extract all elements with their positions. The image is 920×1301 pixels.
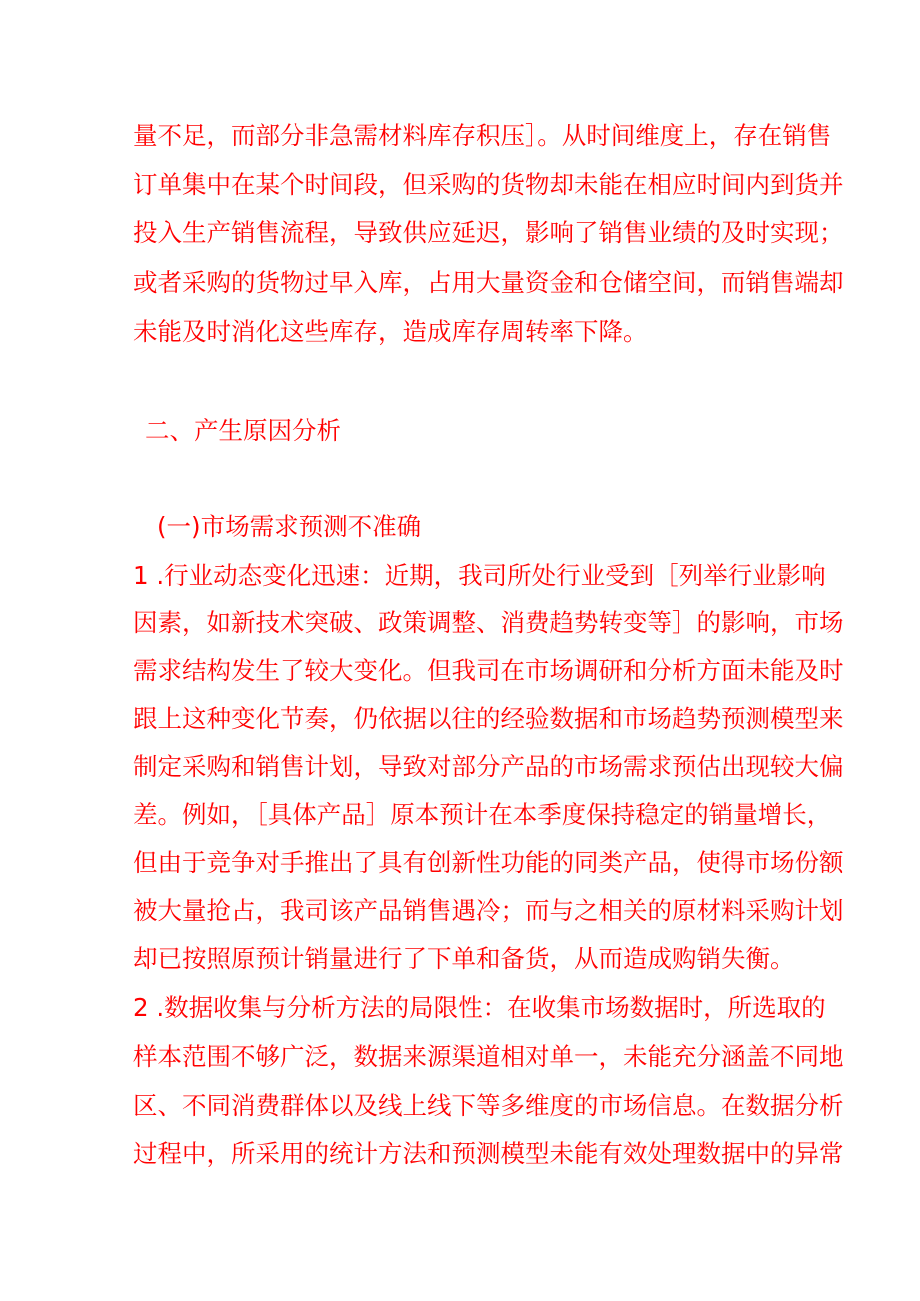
item-2-line: 过程中，所采用的统计方法和预测模型未能有效处理数据中的异常 xyxy=(133,1139,844,1168)
item-2-line: 样本范围不够广泛，数据来源渠道相对单一，未能充分涵盖不同地 xyxy=(133,1042,844,1071)
item-1-line: 却已按照原预计销量进行了下单和备货，从而造成购销失衡。 xyxy=(133,944,795,973)
item-2-line: 区、不同消费群体以及线上线下等多维度的市场信息。在数据分析 xyxy=(133,1091,844,1120)
item-1-line: 需求结构发生了较大变化。但我司在市场调研和分析方面未能及时 xyxy=(133,656,844,685)
item-1-line: 但由于竞争对手推出了具有创新性功能的同类产品，使得市场份额 xyxy=(133,848,844,877)
item-1-line: 差。例如，［具体产品］原本预计在本季度保持稳定的销量增长， xyxy=(133,800,832,829)
item-1-line: 被大量抢占，我司该产品销售遇冷；而与之相关的原材料采购计划 xyxy=(133,896,844,925)
item-2-line: 2 .数据收集与分析方法的局限性：在收集市场数据时，所选取的 xyxy=(133,993,826,1022)
item-1-line: 跟上这种变化节奏，仍依据以往的经验数据和市场趋势预测模型来 xyxy=(133,704,844,733)
paragraph-line: 量不足，而部分非急需材料库存积压］。从时间维度上，存在销售 xyxy=(133,121,832,150)
item-1-line: 因素，如新技术突破、政策调整、消费趋势转变等］的影响，市场 xyxy=(133,608,844,637)
subsection-heading: (一)市场需求预测不准确 xyxy=(157,512,422,541)
paragraph-line: 未能及时消化这些库存，造成库存周转率下降。 xyxy=(133,317,648,346)
paragraph-line: 投入生产销售流程，导致供应延迟，影响了销售业绩的及时实现； xyxy=(133,218,844,247)
section-heading: 二、产生原因分析 xyxy=(145,416,341,445)
paragraph-line: 订单集中在某个时间段，但采购的货物却未能在相应时间内到货并 xyxy=(133,170,844,199)
paragraph-line: 或者采购的货物过早入库，占用大量资金和仓储空间，而销售端却 xyxy=(133,268,844,297)
item-1-line: 制定采购和销售计划，导致对部分产品的市场需求预估出现较大偏 xyxy=(133,752,844,781)
item-1-line: 1 .行业动态变化迅速：近期，我司所处行业受到［列举行业影响 xyxy=(133,561,826,590)
